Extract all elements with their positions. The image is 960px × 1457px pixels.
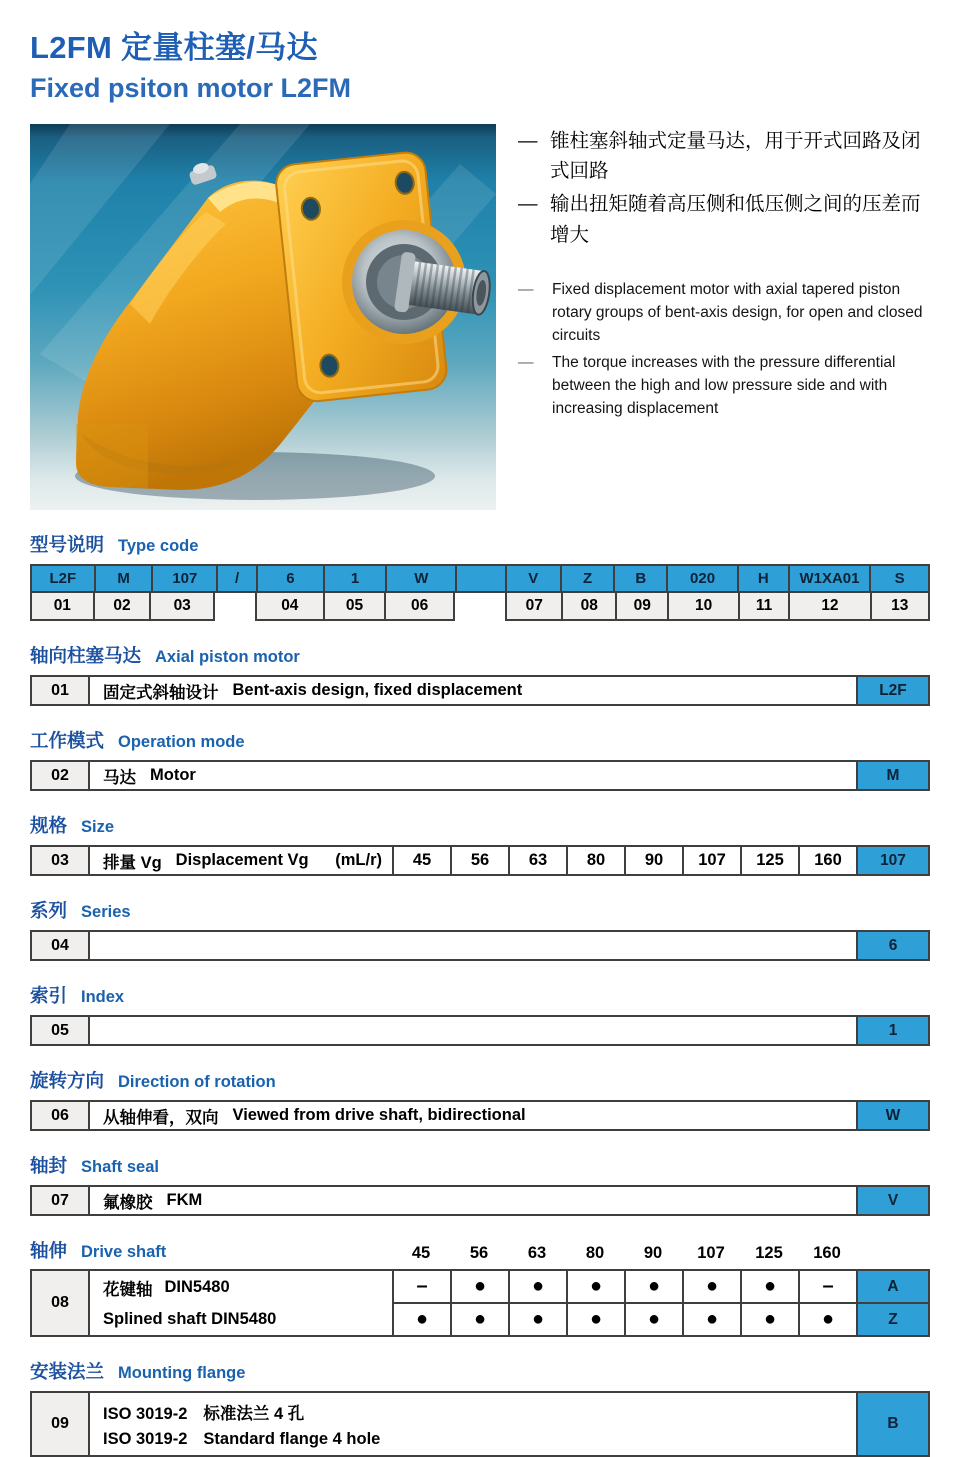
flange-desc-cn: 标准法兰 4 孔 (203, 1404, 305, 1423)
availability-cell: ● (798, 1304, 856, 1335)
row-description (88, 677, 856, 704)
size-header: 160 (813, 1244, 841, 1262)
row-description (88, 847, 392, 874)
type-code-cell: / (216, 566, 256, 591)
flange-desc-en: Standard flange 4 hole (203, 1429, 381, 1448)
type-code-number: 13 (870, 593, 928, 619)
size-header: 80 (585, 1244, 605, 1262)
heading-en: Axial piston motor (155, 648, 300, 666)
row-description-empty (88, 1017, 856, 1044)
size-cell: 125 (740, 847, 798, 874)
desc-cn: 固定式斜轴设计 (103, 683, 219, 702)
section-heading-index (30, 982, 930, 1008)
drive-shaft-rows (88, 1271, 928, 1335)
list-item (518, 278, 930, 348)
intro-bullets-cn (518, 126, 930, 250)
list-item (518, 189, 930, 249)
heading-en: Mounting flange (118, 1364, 246, 1382)
type-code-cell: Z (560, 566, 614, 591)
availability-cell: ● (450, 1304, 508, 1335)
heading-cn: 轴封 (30, 1155, 68, 1176)
row-number: 06 (32, 1102, 88, 1129)
type-code-number: 07 (507, 593, 561, 619)
row-code: M (856, 762, 928, 789)
type-code-gap (215, 593, 255, 621)
availability-cell: – (392, 1271, 450, 1304)
page-subtitle: Fixed psiton motor L2FM (30, 73, 351, 103)
size-cell: 45 (392, 847, 450, 874)
desc-unit: (mL/r) (335, 851, 382, 869)
row-number: 09 (32, 1393, 88, 1455)
availability-cell: ● (624, 1304, 682, 1335)
heading-cn: 系列 (30, 900, 68, 921)
type-code-cell: V (505, 566, 560, 591)
type-code-row-numbers (30, 593, 930, 621)
section-heading-drive-shaft (30, 1237, 930, 1263)
size-header: 125 (755, 1244, 783, 1262)
row-description (88, 1187, 856, 1214)
iso-standard: ISO 3019-2 (103, 1404, 188, 1423)
spec-row-01 (30, 675, 930, 706)
spec-row-05 (30, 1015, 930, 1046)
type-code-heading (30, 531, 930, 557)
iso-standard: ISO 3019-2 (103, 1429, 188, 1448)
heading-wrap (30, 1237, 392, 1263)
type-code-cell: B (613, 566, 666, 591)
row-description (88, 762, 856, 789)
list-item (518, 351, 930, 421)
type-code-number: 09 (615, 593, 668, 619)
type-code-number: 01 (32, 593, 93, 619)
row-code: 1 (856, 1017, 928, 1044)
desc-cn: 排量 Vg (103, 853, 162, 872)
availability-cell: ● (508, 1271, 566, 1304)
availability-cell: ● (566, 1271, 624, 1304)
section-heading-direction-of-rotation (30, 1067, 930, 1093)
type-code-cell: L2F (32, 566, 94, 591)
bullet-text: The torque increases with the pressure differential between the high and low pressure side and with increasing displacement (552, 353, 896, 418)
shaft-row-label (88, 1271, 392, 1304)
desc-en: Motor (150, 766, 196, 784)
desc-cn: 从轴伸看，双向 (103, 1108, 219, 1127)
spec-row-07 (30, 1185, 930, 1216)
type-code-cell: H (737, 566, 788, 591)
heading-en: Type code (118, 537, 199, 555)
section-heading-operation-mode (30, 727, 930, 753)
size-cell: 160 (798, 847, 856, 874)
heading-cn: 轴伸 (30, 1240, 68, 1261)
desc-cn: 马达 (103, 768, 136, 787)
size-cell: 90 (624, 847, 682, 874)
heading-cn: 工作模式 (30, 730, 105, 751)
shaft-row-label (88, 1304, 392, 1335)
type-code-cell: 107 (151, 566, 216, 591)
availability-cell: ● (740, 1304, 798, 1335)
bullet-text: Fixed displacement motor with axial tapered piston rotary groups of bent-axis design, for open and closed circuits (552, 280, 923, 345)
section-heading-shaft-seal (30, 1152, 930, 1178)
row-description-empty (88, 932, 856, 959)
label-en: Splined shaft DIN5480 (103, 1310, 277, 1328)
desc-en: Displacement Vg (175, 851, 309, 869)
availability-cell: ● (566, 1304, 624, 1335)
type-code-number: 08 (561, 593, 615, 619)
size-header: 45 (411, 1244, 431, 1262)
row-number: 02 (32, 762, 88, 789)
row-number: 07 (32, 1187, 88, 1214)
type-code-cell: 020 (666, 566, 737, 591)
row-number: 05 (32, 1017, 88, 1044)
drive-shaft-row (88, 1271, 928, 1304)
size-cell: 63 (508, 847, 566, 874)
spec-row-04 (30, 930, 930, 961)
bullet-dash: — (518, 353, 534, 371)
label-cn: 花键轴 (103, 1280, 153, 1299)
spec-row-03 (30, 845, 930, 876)
type-code-number: 12 (788, 593, 869, 619)
row-code: A (856, 1271, 928, 1304)
bullet-text: 输出扭矩随着高压侧和低压侧之间的压差而增大 (550, 193, 921, 246)
row-number: 08 (32, 1271, 88, 1335)
size-header: 63 (527, 1244, 547, 1262)
type-code-cell: 6 (256, 566, 323, 591)
size-cell: 56 (450, 847, 508, 874)
flange-line-1 (103, 1400, 856, 1424)
row-number: 04 (32, 932, 88, 959)
size-cell: 107 (682, 847, 740, 874)
type-code-number: 03 (149, 593, 213, 619)
availability-cell: – (798, 1271, 856, 1304)
type-code-number: 06 (384, 593, 453, 619)
spec-row-06 (30, 1100, 930, 1131)
bullet-dash: — (518, 193, 538, 216)
row-code: Z (856, 1304, 928, 1335)
row-number: 03 (32, 847, 88, 874)
type-code-number-group (30, 593, 215, 621)
type-code-number: 11 (738, 593, 789, 619)
type-code-row-codes (30, 564, 930, 593)
desc-en: Bent-axis design, fixed displacement (232, 681, 523, 699)
product-photo (30, 124, 496, 510)
heading-cn: 安装法兰 (30, 1361, 105, 1382)
section-heading-size (30, 812, 930, 838)
intro-bullets-en (518, 278, 930, 421)
intro-bullets (496, 124, 930, 510)
type-code-cell: W1XA01 (788, 566, 870, 591)
availability-cell: ● (682, 1271, 740, 1304)
type-code-number: 04 (257, 593, 323, 619)
flange-line-2 (103, 1430, 856, 1449)
desc-cn: 氟橡胶 (103, 1193, 153, 1212)
row-code: 6 (856, 932, 928, 959)
bullet-dash: — (518, 280, 534, 298)
type-code-number-group (505, 593, 930, 621)
label-standard: DIN5480 (164, 1278, 230, 1296)
heading-cn: 轴向柱塞马达 (30, 645, 142, 666)
size-header: 56 (469, 1244, 489, 1262)
type-code-cell: W (385, 566, 455, 591)
hero-section (30, 124, 930, 510)
drive-shaft-table (30, 1269, 930, 1337)
availability-cell: ● (450, 1271, 508, 1304)
heading-en: Index (81, 988, 125, 1006)
heading-cn: 规格 (30, 815, 68, 836)
heading-en: Shaft seal (81, 1158, 159, 1176)
bullet-dash: — (518, 130, 538, 152)
availability-cell: ● (392, 1304, 450, 1335)
row-number: 01 (32, 677, 88, 704)
bullet-text: 锥柱塞斜轴式定量马达，用于开式回路及闭式回路 (550, 130, 921, 183)
heading-cn: 型号说明 (30, 534, 105, 555)
type-code-number: 10 (667, 593, 737, 619)
availability-cell: ● (740, 1271, 798, 1304)
type-code-number: 05 (323, 593, 385, 619)
type-code-cell: S (869, 566, 928, 591)
availability-cell: ● (508, 1304, 566, 1335)
type-code-number: 02 (93, 593, 150, 619)
type-code-gap (455, 593, 505, 621)
heading-cn: 旋转方向 (30, 1070, 105, 1091)
row-code: V (856, 1187, 928, 1214)
section-heading-series (30, 897, 930, 923)
row-code: 107 (856, 847, 928, 874)
row-description (88, 1102, 856, 1129)
type-code-number-group (255, 593, 455, 621)
heading-en: Size (81, 818, 115, 836)
spec-row-09 (30, 1391, 930, 1457)
availability-cell: ● (682, 1304, 740, 1335)
size-header: 90 (643, 1244, 663, 1262)
heading-cn: 索引 (30, 985, 68, 1006)
heading-en: Operation mode (118, 733, 245, 751)
size-header: 107 (697, 1244, 725, 1262)
type-code-cell: 1 (323, 566, 386, 591)
heading-en: Drive shaft (81, 1243, 167, 1261)
page-title: L2FM 定量柱塞/马达 (30, 30, 318, 65)
drive-shaft-row (88, 1304, 928, 1335)
heading-en: Series (81, 903, 131, 921)
type-code-cell-empty (455, 566, 505, 591)
size-cell: 80 (566, 847, 624, 874)
type-code-cell: M (94, 566, 152, 591)
availability-cell: ● (624, 1271, 682, 1304)
desc-en: FKM (166, 1191, 203, 1209)
list-item (518, 126, 930, 186)
desc-en: Viewed from drive shaft, bidirectional (232, 1106, 526, 1124)
section-heading-axial-piston-motor (30, 642, 930, 668)
row-code: B (856, 1393, 928, 1455)
heading-en: Direction of rotation (118, 1073, 276, 1091)
row-code: L2F (856, 677, 928, 704)
row-code: W (856, 1102, 928, 1129)
row-description (88, 1393, 856, 1455)
section-heading-mounting-flange (30, 1358, 930, 1384)
spec-row-02 (30, 760, 930, 791)
